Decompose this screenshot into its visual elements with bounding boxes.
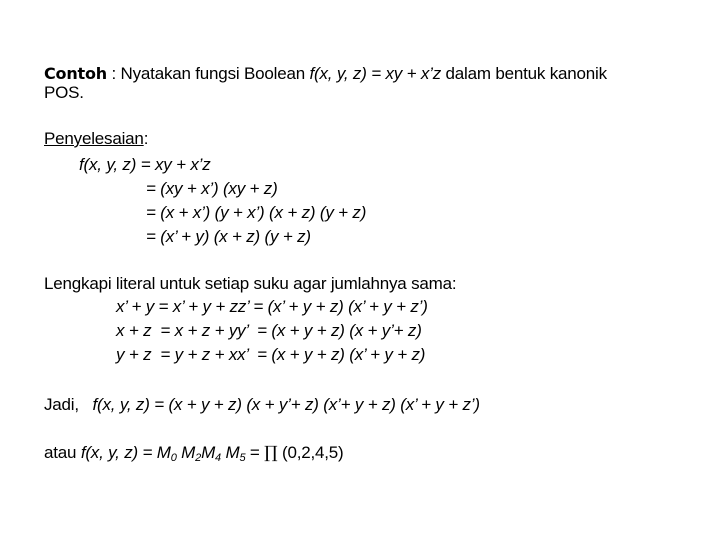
solution-heading-text: Penyelesaian: [44, 129, 144, 148]
maxterm-0: $M_0$: [156, 443, 177, 464]
solution-line-4: = (x’ + y) (x + z) (y + z): [146, 227, 311, 246]
example-suffix: dalam bentuk kanonik: [441, 64, 607, 83]
example-line-1: [44, 64, 607, 84]
solution-line-3: = (x + x’) (y + x’) (x + z) (y + z): [146, 203, 367, 222]
maxterm-2: $M_2$: [176, 443, 202, 464]
example-expression: (x, y, z) = xy + x’z: [314, 64, 441, 83]
completion-line-1: x’ + y = x’ + y + zz’ = (x’ + y + z) (x’ + y + z’): [116, 297, 428, 316]
solution-heading: [44, 129, 148, 149]
conclusion-line: [44, 395, 480, 415]
alternative-indices: (0,2,4,5): [277, 443, 344, 462]
alternative-prefix: atau: [44, 443, 81, 462]
completion-intro: Lengkapi literal untuk setiap suku agar jumlahnya sama:: [44, 274, 457, 293]
solution-line-1: f(x, y, z) = xy + x’z: [79, 155, 211, 174]
example-line-2: POS.: [44, 83, 84, 102]
solution-line-2: = (xy + x’) (xy + z): [146, 179, 278, 198]
example-fn: f: [309, 64, 315, 83]
product-symbol: ∏: [264, 443, 278, 463]
maxterm-4: $M_4$: [201, 443, 221, 464]
conclusion-label: Jadi,: [44, 395, 79, 414]
example-label: Contoh: [44, 64, 107, 83]
conclusion-expression: f(x, y, z) = (x + y + z) (x + y’+ z) (x’+ y + z) (x’ + y + z’): [92, 395, 480, 414]
completion-line-3: y + z = y + z + xx’ = (x + y + z) (x’ + y + z): [116, 345, 426, 364]
completion-line-2: x + z = x + z + yy’ = (x + y + z) (x + y’+ z): [116, 321, 422, 340]
solution-heading-colon: :: [143, 129, 149, 148]
maxterm-5: $M_5$: [220, 443, 246, 464]
alternative-equals: =: [245, 443, 265, 462]
alternative-fn: f(x, y, z) =: [80, 443, 157, 462]
example-prefix: : Nyatakan fungsi Boolean: [106, 64, 310, 83]
alternative-line: [44, 443, 344, 463]
